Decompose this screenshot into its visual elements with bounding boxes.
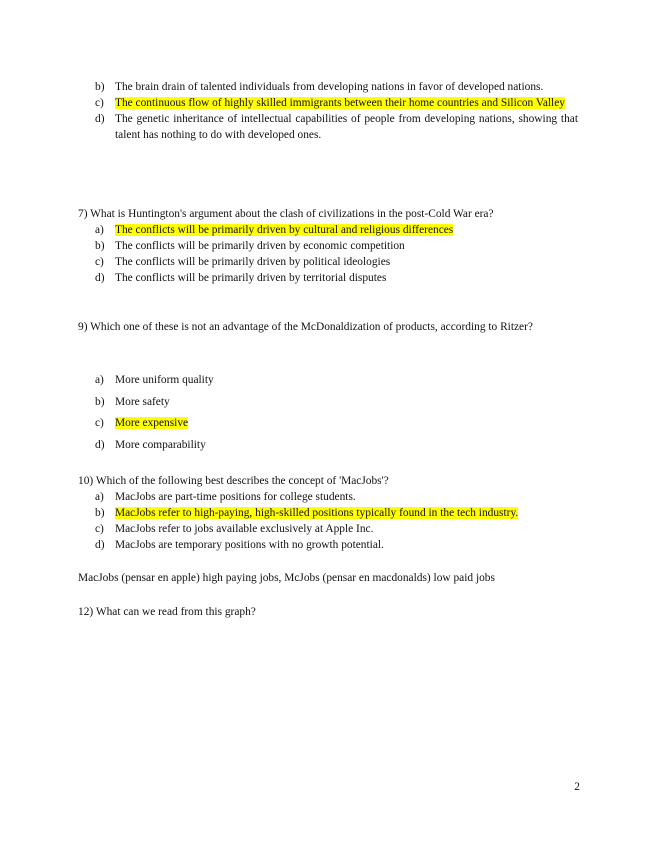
option-letter: a) [95, 224, 104, 236]
q10-note: MacJobs (pensar en apple) high paying jobs, McJobs (pensar en macdonalds) low paid jobs [78, 572, 495, 584]
q7-option-d [78, 270, 578, 286]
option-letter: a) [95, 491, 104, 503]
q10-option-c [78, 521, 578, 537]
q10-option-a [78, 489, 578, 505]
q10-option-b [78, 505, 578, 521]
option-text: The genetic inheritance of intellectual capabilities of people from developing nations, showing that talent has nothing to do with developed ones. [115, 113, 578, 141]
q10-option-d [78, 537, 578, 553]
option-text-highlighted: More expensive [115, 417, 189, 429]
option-letter: b) [95, 507, 105, 519]
option-text: MacJobs refer to jobs available exclusively at Apple Inc. [115, 523, 374, 535]
q9-option-a [78, 372, 578, 388]
option-letter: b) [95, 395, 105, 408]
q9-option-b [78, 394, 578, 410]
q10-question: 10) Which of the following best describes the concept of 'MacJobs'? [78, 475, 389, 487]
q7-options [78, 222, 578, 286]
option-letter: c) [95, 417, 104, 429]
option-letter: b) [95, 240, 105, 252]
option-text-highlighted: The continuous flow of highly skilled immigrants between their home countries and Silicon Valley [115, 97, 565, 109]
option-text-highlighted: The conflicts will be primarily driven by cultural and religious differences [115, 224, 454, 236]
option-text: The conflicts will be primarily driven by political ideologies [115, 256, 391, 268]
option-letter: c) [95, 97, 104, 109]
option-text: MacJobs are temporary positions with no growth potential. [115, 539, 384, 551]
option-letter: d) [95, 113, 105, 125]
option-text-highlighted: MacJobs refer to high-paying, high-skilled positions typically found in the tech industry. [115, 507, 519, 519]
option-letter: b) [95, 81, 105, 93]
page-number: 2 [574, 781, 580, 793]
option-text: The conflicts will be primarily driven by economic competition [115, 240, 405, 252]
q7-option-b [78, 238, 578, 254]
q6-option-d [78, 111, 578, 143]
q6-option-b [78, 79, 578, 95]
option-text: More safety [115, 395, 170, 408]
option-letter: c) [95, 256, 104, 268]
option-letter: a) [95, 374, 104, 386]
option-letter: d) [95, 438, 105, 451]
q9-question: 9) Which one of these is not an advantage of the McDonaldization of products, according to Ritzer? [78, 321, 533, 333]
q7-question: 7) What is Huntington's argument about the clash of civilizations in the post-Cold War era? [78, 208, 494, 220]
q9-option-d [78, 437, 578, 453]
q7-option-a [78, 222, 578, 238]
q10-options [78, 489, 578, 553]
q9-options [78, 372, 578, 458]
option-text: More comparability [115, 438, 206, 451]
q9-option-c [78, 415, 578, 431]
option-text: MacJobs are part-time positions for college students. [115, 491, 356, 503]
option-letter: c) [95, 523, 104, 535]
q6-option-c [78, 95, 578, 111]
q12-question: 12) What can we read from this graph? [78, 606, 256, 618]
option-letter: d) [95, 272, 105, 284]
option-text: More uniform quality [115, 374, 214, 386]
option-text: The conflicts will be primarily driven by territorial disputes [115, 272, 387, 284]
option-text: The brain drain of talented individuals from developing nations in favor of developed nations. [115, 81, 544, 93]
q6-options [78, 79, 578, 143]
q7-option-c [78, 254, 578, 270]
option-letter: d) [95, 539, 105, 551]
